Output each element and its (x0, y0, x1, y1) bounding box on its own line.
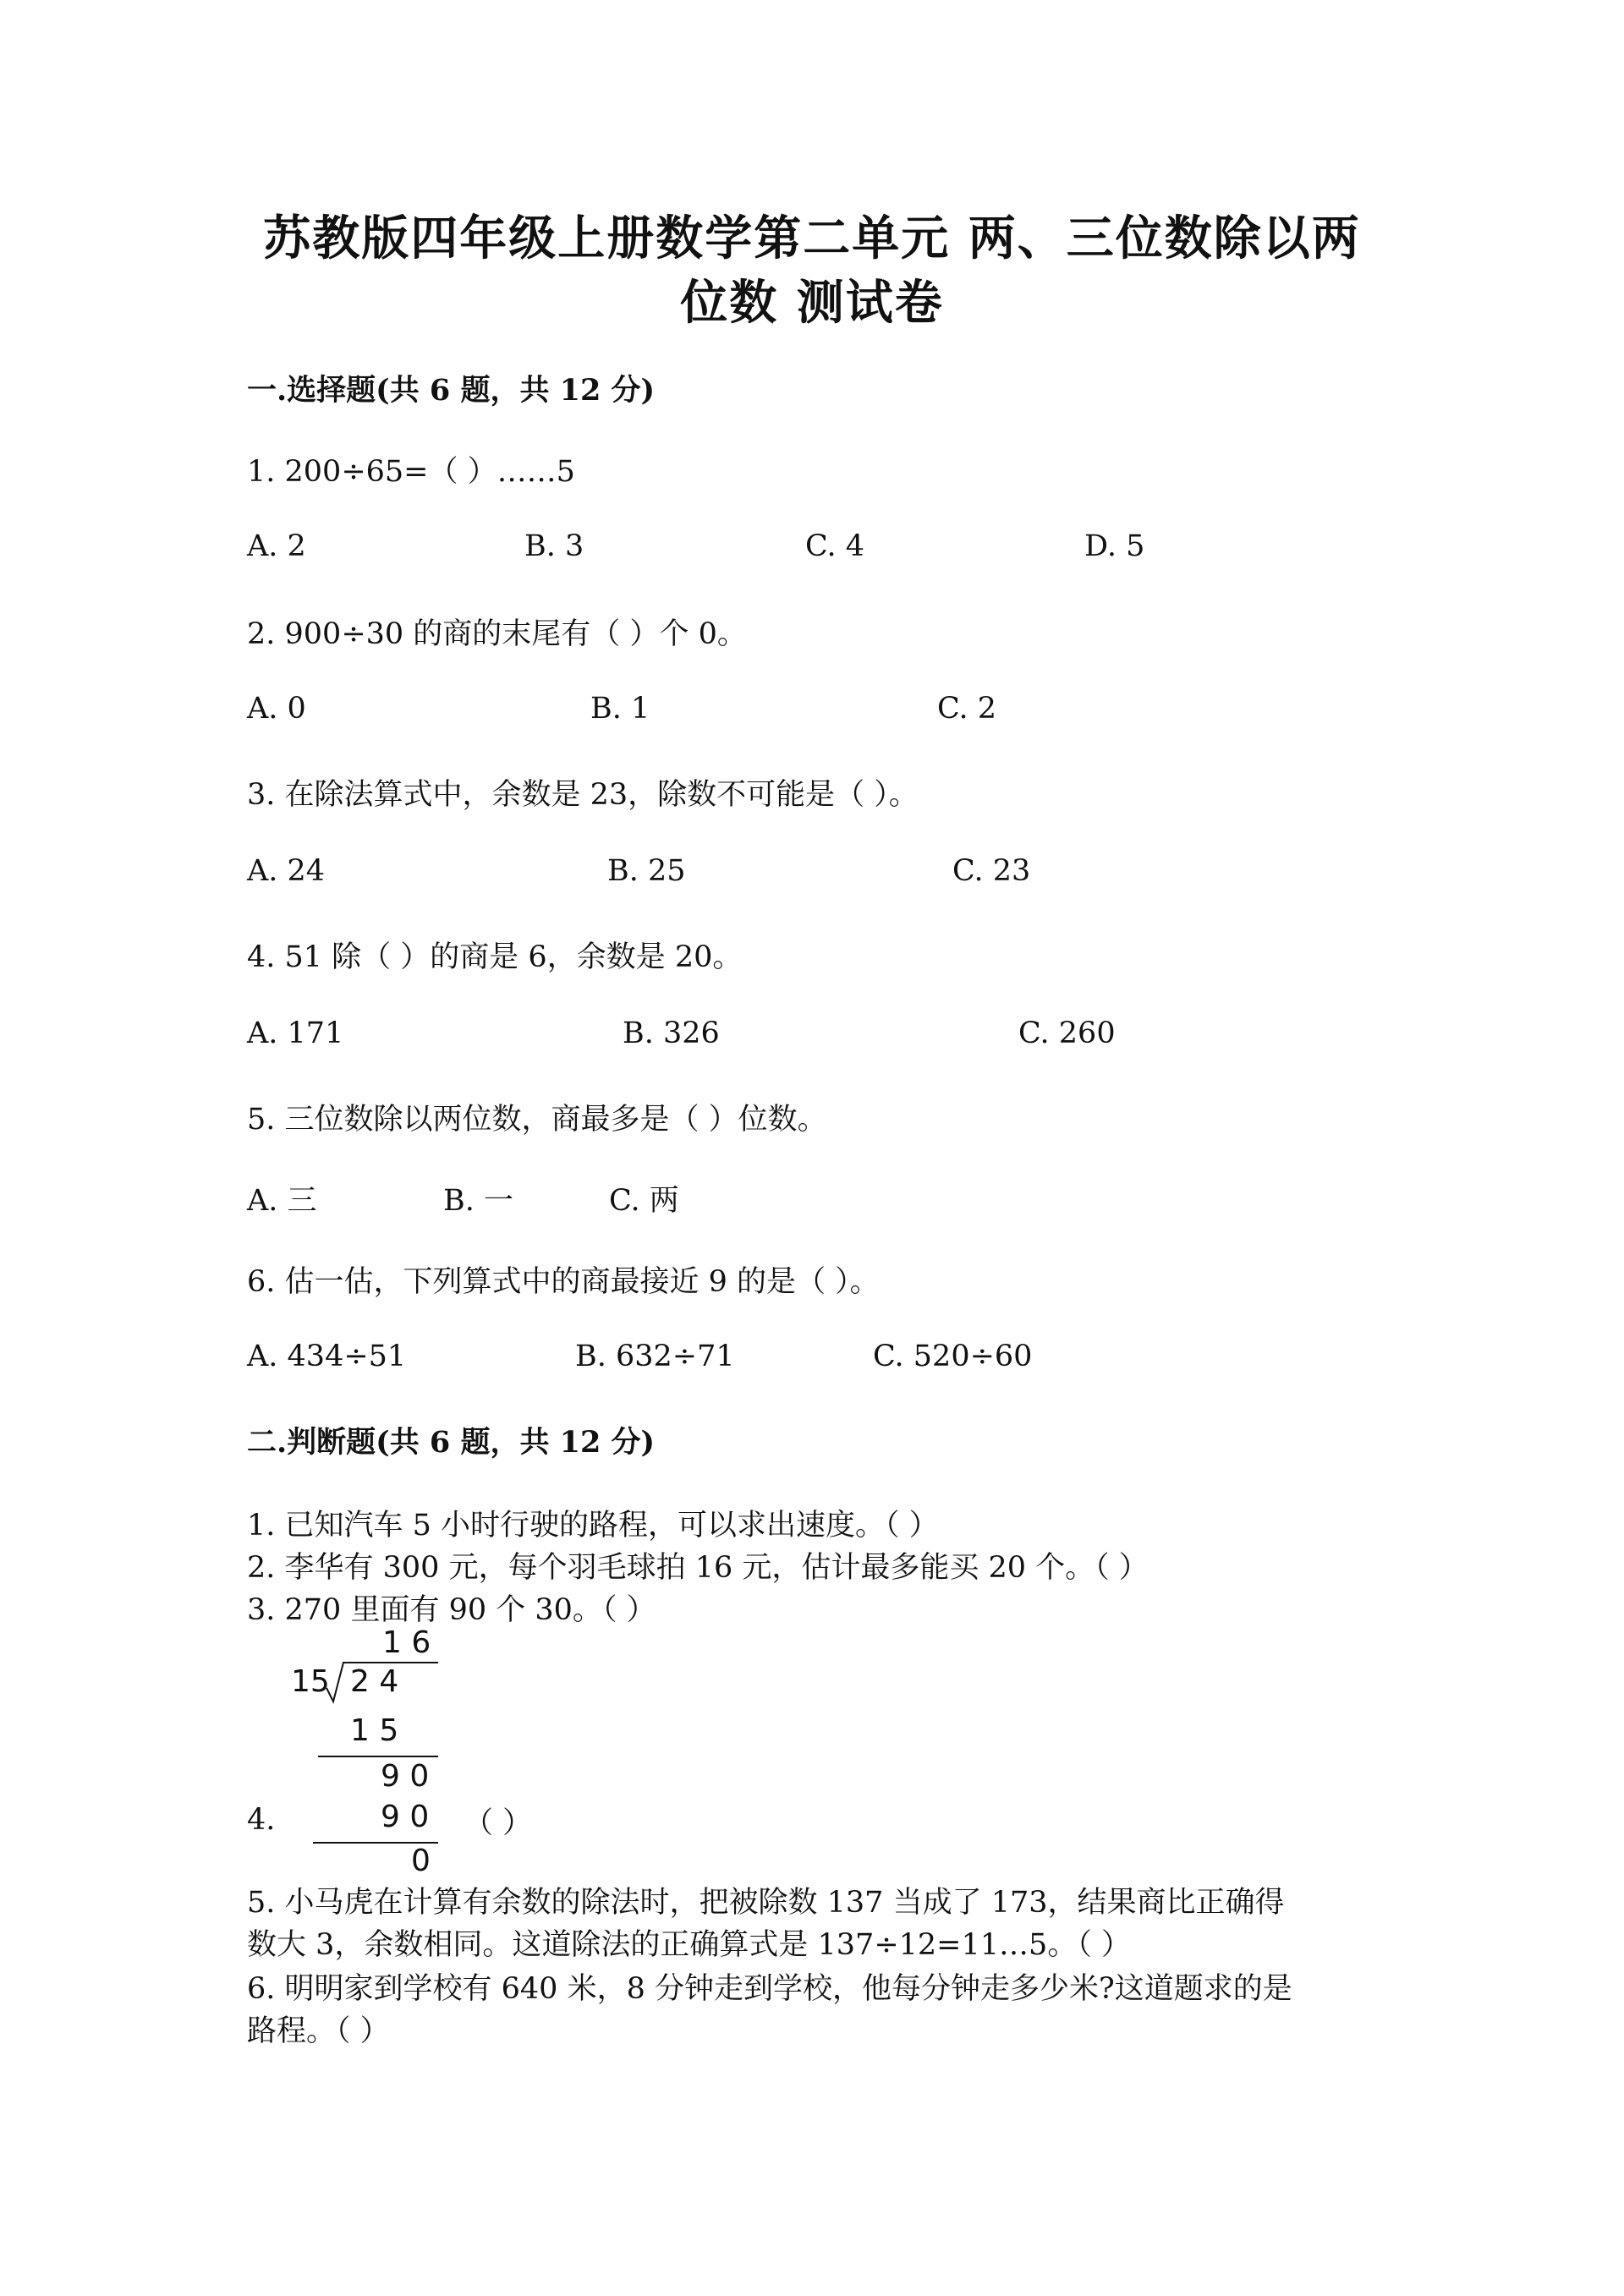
section-heading-judgement: 二.判断题(共 6 题，共 12 分) (247, 1425, 656, 1460)
judgement-item-4-bracket: （ ） (464, 1806, 533, 1840)
section-heading-choice: 一.选择题(共 6 题，共 12 分) (247, 373, 656, 408)
question-4-stem: 4. 51 除（ ）的商是 6，余数是 20。 (247, 940, 743, 974)
question-3-stem: 3. 在除法算式中，余数是 23，除数不可能是（ ）。 (247, 778, 919, 812)
question-2-option-b: B. 1 (590, 692, 650, 726)
question-3-option-b: B. 25 (607, 854, 686, 888)
question-5-option-b: B. 一 (443, 1184, 513, 1218)
division-quotient: 1 6 (382, 1625, 431, 1660)
judgement-item-4-number: 4. (247, 1803, 276, 1837)
division-divisor: 15 (291, 1664, 330, 1699)
question-5-stem: 5. 三位数除以两位数，商最多是（ ）位数。 (247, 1103, 827, 1137)
question-1-option-a: A. 2 (247, 529, 306, 563)
judgement-item-2: 2. 李华有 300 元，每个羽毛球拍 16 元，估计最多能买 20 个。（ ） (247, 1551, 1149, 1585)
page-title-line1: 苏教版四年级上册数学第二单元 两、三位数除以两 (263, 211, 1361, 266)
division-step-2: 9 0 (381, 1759, 430, 1794)
division-step-1: 1 5 (350, 1713, 399, 1748)
judgement-item-3: 3. 270 里面有 90 个 30。（ ） (247, 1593, 656, 1627)
division-step-3: 9 0 (381, 1800, 430, 1834)
question-4-option-b: B. 326 (623, 1016, 720, 1050)
question-2-stem: 2. 900÷30 的商的末尾有（ ）个 0。 (247, 617, 747, 651)
division-rule-1 (318, 1756, 438, 1757)
question-6-option-a: A. 434÷51 (247, 1340, 407, 1373)
question-3-option-c: C. 23 (952, 854, 1031, 888)
judgement-item-5-line1: 5. 小马虎在计算有余数的除法时，把被除数 137 当成了 173，结果商比正确得 (247, 1886, 1285, 1920)
question-4-option-c: C. 260 (1018, 1016, 1116, 1050)
judgement-item-6-line1: 6. 明明家到学校有 640 米，8 分钟走到学校，他每分钟走多少米?这道题求的是 (247, 1972, 1292, 2006)
question-6-option-b: B. 632÷71 (575, 1340, 735, 1373)
page-title-line2: 位数 测试卷 (680, 275, 944, 331)
judgement-item-1: 1. 已知汽车 5 小时行驶的路程，可以求出速度。（ ） (247, 1509, 939, 1543)
question-6-stem: 6. 估一估，下列算式中的商最接近 9 的是（ ）。 (247, 1265, 880, 1299)
question-1-option-d: D. 5 (1084, 529, 1145, 563)
question-5-option-a: A. 三 (247, 1184, 317, 1218)
judgement-item-5-line2: 数大 3，余数相同。这道除法的正确算式是 137÷12=11…5。（ ） (247, 1928, 1131, 1962)
question-6-option-c: C. 520÷60 (873, 1340, 1033, 1373)
question-3-option-a: A. 24 (247, 854, 326, 888)
judgement-item-6-line2: 路程。（ ） (247, 2014, 390, 2048)
question-4-option-a: A. 171 (247, 1016, 344, 1050)
division-dividend: 2 4 (350, 1664, 399, 1699)
question-1-option-c: C. 4 (805, 529, 865, 563)
division-remainder: 0 (411, 1844, 431, 1878)
question-5-option-c: C. 两 (609, 1184, 679, 1218)
question-1-option-b: B. 3 (524, 529, 584, 563)
question-2-option-c: C. 2 (937, 692, 997, 726)
question-1-stem: 1. 200÷65=（ ）……5 (247, 455, 575, 489)
question-2-option-a: A. 0 (247, 692, 306, 726)
